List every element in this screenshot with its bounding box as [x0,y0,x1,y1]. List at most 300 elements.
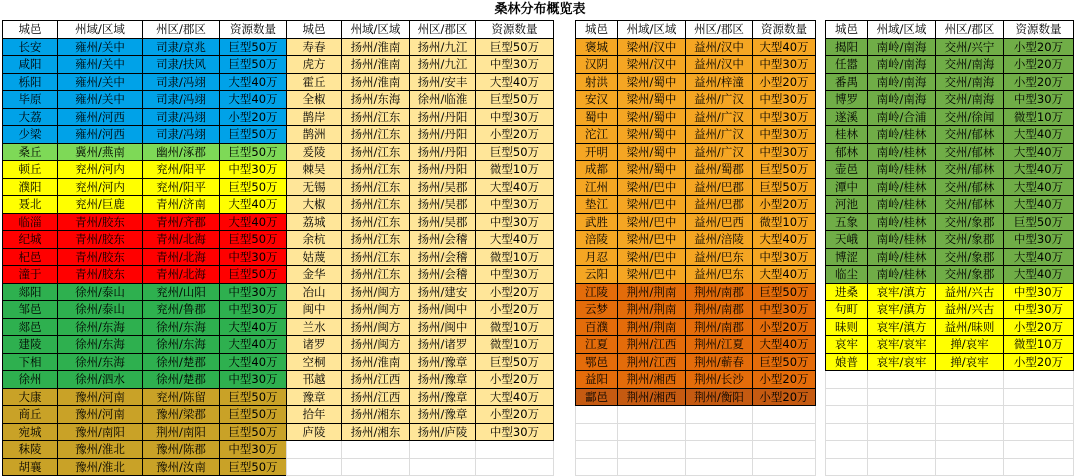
table-cell: 中型30万 [476,213,554,231]
table-cell: 全椒 [287,91,342,109]
table-cell: 徐州/泰山 [58,283,143,301]
table-cell: 小型20万 [476,126,554,144]
table-cell: 青州/北海 [143,231,220,249]
table-cell: 兖州/阳平 [143,178,220,196]
table-row [287,458,554,476]
table-cell: 南岭/南海 [868,38,936,56]
table-row [287,108,554,126]
table-cell: 雍州/河西 [58,126,143,144]
header-row [287,21,554,39]
table-cell: 青州/胶东 [58,248,143,266]
empty-cell [576,406,618,424]
table-row [826,56,1074,74]
table-cell: 梁州/蜀中 [618,161,686,179]
table-cell: 巨型50万 [753,161,816,179]
column-header: 城邑 [826,21,868,39]
table-cell: 交州/兴宁 [936,38,1004,56]
empty-cell [287,441,342,459]
empty-cell [868,388,936,406]
table-cell: 秣陵 [3,441,58,459]
empty-cell [868,423,936,441]
table-row [576,143,816,161]
distribution-table [575,20,816,476]
table-cell: 徐州/东海 [58,318,143,336]
table-cell: 司隶/冯翊 [143,108,220,126]
table-cell: 交州/象郡 [936,266,1004,284]
table-cell: 豫州/河南 [58,406,143,424]
empty-cell [1004,441,1074,459]
table-cell: 姑蔑 [287,248,342,266]
table-cell: 庐陵 [287,423,342,441]
table-cell: 中型30万 [753,248,816,266]
table-cell: 开明 [576,143,618,161]
table-cell: 司隶/冯翊 [143,91,220,109]
distribution-table [286,20,554,476]
table-row [3,73,287,91]
table-cell: 小型20万 [753,388,816,406]
table-cell: 余杭 [287,231,342,249]
table-cell: 梁州/蜀中 [618,143,686,161]
table-cell: 荆州/荆南 [618,318,686,336]
table-cell: 河池 [826,196,868,214]
table-cell: 扬州/九江 [410,56,476,74]
table-cell: 大型40万 [220,196,287,214]
empty-cell [342,458,410,476]
table-cell: 豫州/淮北 [58,458,143,476]
table-cell: 扬州/闽中 [410,301,476,319]
table-cell: 益州/巴东 [686,248,753,266]
table-cell: 扬州/淮南 [342,38,410,56]
table-cell: 聂北 [3,196,58,214]
table-cell: 哀牢/哀牢 [868,353,936,371]
column-header: 州区/郡区 [410,21,476,39]
block-liangjing [575,20,816,476]
table-cell: 小型20万 [1004,353,1074,371]
table-row [287,73,554,91]
table-cell: 徐州/泰山 [58,301,143,319]
table-row [3,266,287,284]
empty-cell [753,441,816,459]
empty-cell [826,388,868,406]
table-cell: 酃邑 [576,388,618,406]
table-cell: 蜀中 [576,108,618,126]
table-row [826,423,1074,441]
table-cell: 益州/巴郡 [686,196,753,214]
table-cell: 壶邑 [826,161,868,179]
table-row [576,266,816,284]
empty-cell [686,423,753,441]
empty-cell [476,441,554,459]
table-cell: 交州/郁林 [936,126,1004,144]
table-cell: 大型40万 [753,336,816,354]
table-cell: 扬州/建安 [410,283,476,301]
empty-cell [936,388,1004,406]
table-cell: 中型30万 [220,371,287,389]
table-cell: 桑丘 [3,143,58,161]
table-cell: 巨型50万 [753,283,816,301]
table-cell: 扬州/安丰 [410,73,476,91]
table-cell: 宛城 [3,423,58,441]
table-cell: 百濮 [576,318,618,336]
table-cell: 微型10万 [476,248,554,266]
table-row [576,231,816,249]
table-row [826,91,1074,109]
table-cell: 扬州/江东 [342,231,410,249]
table-cell: 司隶/冯翊 [143,73,220,91]
table-cell: 扬州/东海 [342,91,410,109]
empty-cell [826,441,868,459]
table-cell: 交州/南海 [936,91,1004,109]
table-cell: 鹊岸 [287,108,342,126]
column-header: 城邑 [287,21,342,39]
table-cell: 梁州/巴中 [618,178,686,196]
table-cell: 交州/郁林 [936,161,1004,179]
table-cell: 益州/广汉 [686,91,753,109]
table-cell: 梁州/巴中 [618,231,686,249]
table-row [826,388,1074,406]
empty-cell [576,441,618,459]
empty-cell [410,458,476,476]
table-cell: 揭阳 [826,38,868,56]
table-cell: 益州/兴古 [936,301,1004,319]
table-cell: 扬州/豫章 [410,406,476,424]
table-cell: 雍州/河西 [58,108,143,126]
table-cell: 扬州/庐陵 [410,423,476,441]
table-cell: 荆州/南阳 [143,423,220,441]
table-cell: 交州/南海 [936,73,1004,91]
table-cell: 大型40万 [220,353,287,371]
table-cell: 商丘 [3,406,58,424]
empty-cell [618,458,686,476]
table-row [826,336,1074,354]
table-cell: 南岭/合浦 [868,108,936,126]
table-cell: 霍丘 [287,73,342,91]
table-cell: 巨型50万 [220,231,287,249]
table-cell: 云梦 [576,301,618,319]
table-cell: 交州/南海 [936,56,1004,74]
table-cell: 临尘 [826,266,868,284]
table-row [576,73,816,91]
table-cell: 扬州/江东 [342,143,410,161]
table-row [576,353,816,371]
table-cell: 郯阳 [3,283,58,301]
table-cell: 邹邑 [3,301,58,319]
table-cell: 长安 [3,38,58,56]
table-cell: 南岭/桂林 [868,248,936,266]
table-cell: 南岭/桂林 [868,178,936,196]
table-row [826,231,1074,249]
table-cell: 中型30万 [476,266,554,284]
table-row [576,423,816,441]
table-cell: 兖州/山阳 [143,283,220,301]
empty-cell [410,441,476,459]
table-cell: 扬州/豫章 [410,388,476,406]
table-cell: 小型20万 [476,283,554,301]
table-cell: 哀牢/滇方 [868,301,936,319]
table-cell: 大型40万 [220,73,287,91]
table-cell: 兖州/陈留 [143,388,220,406]
table-cell: 梁州/巴中 [618,266,686,284]
empty-cell [1004,458,1074,476]
table-cell: 南岭/桂林 [868,231,936,249]
table-row [287,248,554,266]
table-cell: 荆州/蕲春 [686,353,753,371]
table-row [576,406,816,424]
table-cell: 扬州/会稽 [410,266,476,284]
table-cell: 中型30万 [753,56,816,74]
table-row [826,266,1074,284]
table-row [576,301,816,319]
table-cell: 纪城 [3,231,58,249]
table-row [826,143,1074,161]
table-row [826,73,1074,91]
table-cell: 巨型50万 [753,178,816,196]
table-cell: 哀牢/滇方 [868,283,936,301]
table-row [3,213,287,231]
table-cell: 中型30万 [220,161,287,179]
table-cell: 五象 [826,213,868,231]
table-cell: 大型40万 [220,336,287,354]
table-row [287,371,554,389]
table-cell: 小型20万 [753,371,816,389]
column-header: 城邑 [3,21,58,39]
table-row [3,283,287,301]
empty-cell [1004,423,1074,441]
table-cell: 中型30万 [753,143,816,161]
table-cell: 江州 [576,178,618,196]
empty-cell [826,458,868,476]
table-cell: 小型20万 [1004,318,1074,336]
table-row [826,301,1074,319]
table-cell: 博涩 [826,248,868,266]
empty-cell [576,423,618,441]
table-cell: 梁州/蜀中 [618,73,686,91]
table-row [576,283,816,301]
table-cell: 扬州/淮南 [342,73,410,91]
table-cell: 巨型50万 [220,38,287,56]
empty-cell [686,406,753,424]
table-cell: 扬州/诸罗 [410,336,476,354]
table-row [3,441,287,459]
column-header: 州区/郡区 [936,21,1004,39]
table-row [3,178,287,196]
empty-cell [753,423,816,441]
empty-cell [936,371,1004,389]
table-cell: 扬州/吴郡 [410,213,476,231]
table-cell: 扬州/丹阳 [410,161,476,179]
table-cell: 扬州/九江 [410,38,476,56]
table-cell: 中型30万 [1004,301,1074,319]
table-row [3,406,287,424]
table-cell: 天峨 [826,231,868,249]
table-cell: 扬州/丹阳 [410,126,476,144]
column-header: 州域/区域 [618,21,686,39]
table-row [287,126,554,144]
table-row [3,458,287,476]
table-cell: 徐州/东海 [143,318,220,336]
table-cell: 顿丘 [3,161,58,179]
table-cell: 荆州/江夏 [686,336,753,354]
table-row [576,248,816,266]
table-cell: 交州/象郡 [936,213,1004,231]
table-cell: 金华 [287,266,342,284]
table-cell: 兖州/鲁郡 [143,301,220,319]
table-cell: 小型20万 [753,196,816,214]
table-cell: 郁林 [826,143,868,161]
table-cell: 杞邑 [3,248,58,266]
table-row [3,301,287,319]
table-row [287,213,554,231]
table-cell: 荔城 [287,213,342,231]
table-cell: 潭中 [826,178,868,196]
table-cell: 扬州/江东 [342,126,410,144]
table-row [576,371,816,389]
table-cell: 大型40万 [1004,143,1074,161]
table-cell: 鹊洲 [287,126,342,144]
table-cell: 郯邑 [3,318,58,336]
table-cell: 益州/兴古 [936,283,1004,301]
block-south [825,20,1074,476]
empty-cell [753,458,816,476]
table-cell: 大型40万 [476,388,554,406]
table-cell: 豫州/汝南 [143,458,220,476]
table-cell: 荆州/荆南 [618,301,686,319]
table-cell: 扬州/闽方 [342,318,410,336]
table-cell: 微型10万 [476,161,554,179]
table-cell: 微型10万 [753,213,816,231]
table-cell: 交州/象郡 [936,248,1004,266]
column-header: 州域/区域 [868,21,936,39]
table-cell: 南岭/桂林 [868,213,936,231]
table-cell: 司隶/京兆 [143,38,220,56]
table-cell: 荆州/湘西 [618,371,686,389]
table-cell: 江夏 [576,336,618,354]
table-cell: 梁州/汉中 [618,56,686,74]
table-cell: 大型40万 [220,318,287,336]
table-row [287,38,554,56]
empty-cell [686,441,753,459]
table-cell: 小型20万 [476,371,554,389]
table-cell: 中型30万 [220,248,287,266]
table-cell: 大型40万 [476,231,554,249]
table-cell: 豫州/河南 [58,388,143,406]
table-cell: 益州/巴东 [686,266,753,284]
table-cell: 成都 [576,161,618,179]
table-row [287,406,554,424]
table-cell: 中型30万 [753,108,816,126]
table-cell: 微型10万 [1004,336,1074,354]
table-row [3,161,287,179]
table-cell: 荆州/衡阳 [686,388,753,406]
table-cell: 巨型50万 [476,353,554,371]
table-row [3,196,287,214]
table-cell: 雍州/关中 [58,38,143,56]
table-row [287,266,554,284]
table-cell: 掸/哀牢 [936,353,1004,371]
empty-cell [618,441,686,459]
table-cell: 徐州/东海 [58,336,143,354]
table-cell: 益阳 [576,371,618,389]
table-cell: 徐州/东海 [143,336,220,354]
table-cell: 益州/广汉 [686,108,753,126]
table-cell: 青州/胶东 [58,213,143,231]
table-cell: 兖州/河内 [58,178,143,196]
table-cell: 青州/济南 [143,196,220,214]
table-cell: 交州/郁林 [936,143,1004,161]
table-cell: 微型10万 [1004,108,1074,126]
table-cell: 小型20万 [220,108,287,126]
table-row [576,91,816,109]
table-cell: 小型20万 [753,73,816,91]
table-cell: 垫江 [576,196,618,214]
table-cell: 邗越 [287,371,342,389]
table-cell: 扬州/江东 [342,108,410,126]
table-row [576,336,816,354]
table-row [826,178,1074,196]
empty-cell [1004,388,1074,406]
table-cell: 交州/郁林 [936,178,1004,196]
column-header: 资源数量 [476,21,554,39]
table-cell: 哀牢/哀牢 [868,336,936,354]
table-cell: 梁州/巴中 [618,213,686,231]
table-cell: 江陵 [576,283,618,301]
empty-cell [287,458,342,476]
empty-cell [868,441,936,459]
table-cell: 扬州/江东 [342,161,410,179]
table-cell: 任嚣 [826,56,868,74]
table-row [287,301,554,319]
table-cell: 涪陵 [576,231,618,249]
table-cell: 小型20万 [1004,38,1074,56]
empty-cell [868,458,936,476]
table-cell: 小型20万 [476,301,554,319]
table-cell: 徐州/楚郡 [143,353,220,371]
table-cell: 临淄 [3,213,58,231]
table-cell: 中型30万 [220,441,287,459]
table-cell: 掸/哀牢 [936,336,1004,354]
table-cell: 益州/涪陵 [686,231,753,249]
table-row [826,318,1074,336]
table-cell: 大型40万 [476,73,554,91]
table-cell: 大型40万 [753,266,816,284]
table-cell: 豫州/陈郡 [143,441,220,459]
table-row [826,458,1074,476]
table-row [3,126,287,144]
table-cell: 大型40万 [1004,248,1074,266]
table-cell: 南岭/桂林 [868,161,936,179]
table-cell: 益州/巴西 [686,213,753,231]
table-cell: 安汉 [576,91,618,109]
table-cell: 扬州/湘东 [342,406,410,424]
table-row [3,91,287,109]
table-cell: 褒城 [576,38,618,56]
table-cell: 豫章 [287,388,342,406]
table-cell: 徐州/楚郡 [143,371,220,389]
table-cell: 鄂邑 [576,353,618,371]
table-cell: 扬州/淮南 [342,56,410,74]
table-cell: 荆州/江西 [618,353,686,371]
empty-cell [476,458,554,476]
table-cell: 豫州/南阳 [58,423,143,441]
empty-cell [936,406,1004,424]
table-cell: 建陵 [3,336,58,354]
table-cell: 拾年 [287,406,342,424]
table-cell: 扬州/会稽 [410,231,476,249]
table-row [826,108,1074,126]
table-cell: 豫州/梁郡 [143,406,220,424]
table-cell: 青州/胶东 [58,266,143,284]
table-cell: 毕原 [3,91,58,109]
